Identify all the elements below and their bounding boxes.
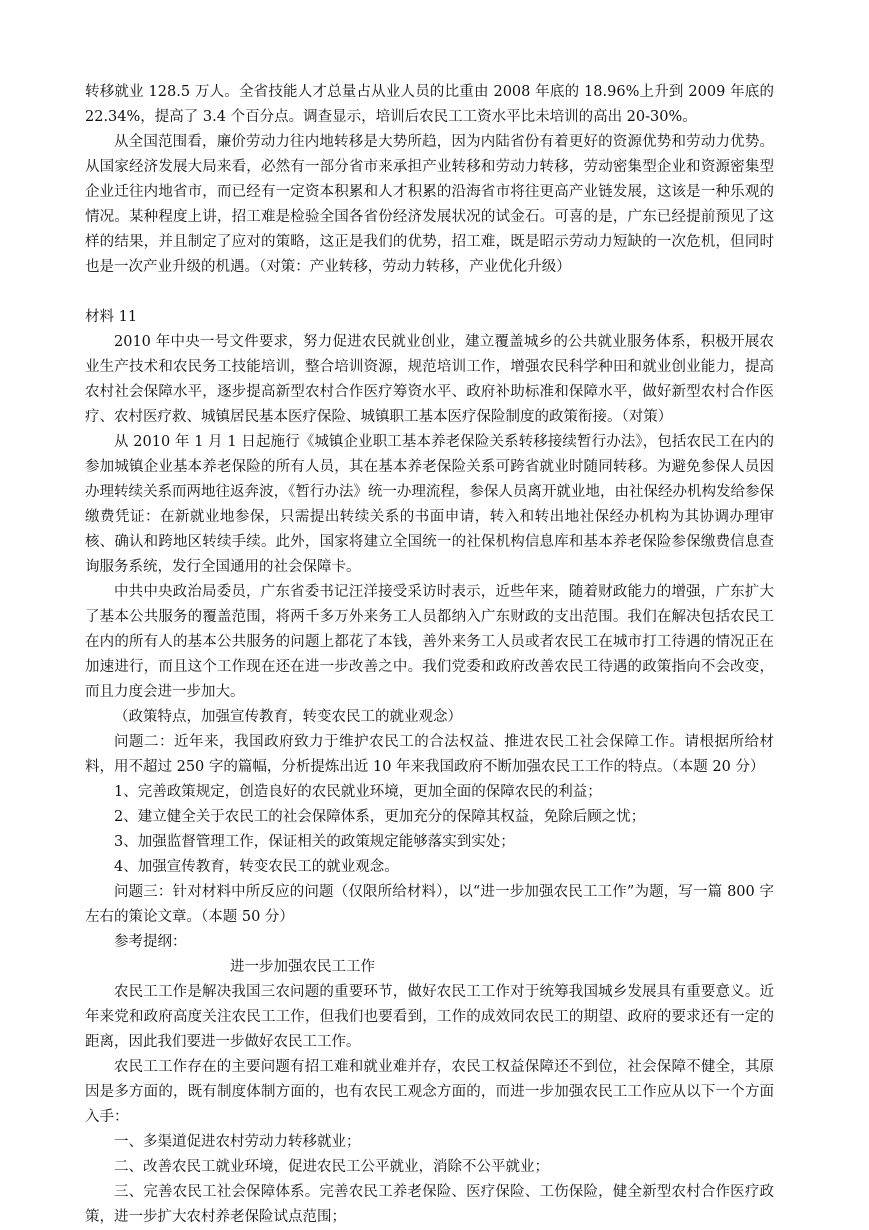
outline-point: 三、完善农民工社会保障体系。完善农民工养老保险、医疗保险、工伤保险，健全新型农村合作医疗政策，进一步扩大农村养老保险试点范围； [85, 1184, 774, 1225]
paragraph: 从 2010 年 1 月 1 日起施行《城镇企业职工基本养老保险关系转移接续暂行办法》，包括农民工在内的参加城镇企业基本养老保险的所有人员，其在基本养老保险关系可跨省就业时随同转移。为避免参保人员因办理转续关系而两地往返奔波，《暂行办法》统一办理流程，参保人员离开就业地，由社保经办机构发给参保缴费凭证：在新就业地参保，只需提出转续关系的书面申请，转入和转出地社保经办机构为其协调办理审核、确认和跨地区转续手续。此外，国家将建立全国统一的社保机构信息库和基本养老保险参保缴费信息查询服务系统，发行全国通用的社会保障卡。 [85, 434, 774, 575]
blank-line [85, 280, 774, 305]
paragraph: 中共中央政治局委员，广东省委书记汪洋接受采访时表示，近些年来，随着财政能力的增强，广东扩大了基本公共服务的覆盖范围，将两千多万外来务工人员都纳入广东财政的支出范围。我们在解决包括农民工在内的所有人的基本公共服务的问题上都花了本钱，善外来务工人员或者农民工在城市打工待遇的情况正在加速进行，而且这个工作现在还在进一步改善之中。我们党委和政府改善农民工待遇的政策指向不会改变，而且力度会进一步加大。 [85, 584, 774, 700]
paragraph: 从全国范围看，廉价劳动力往内地转移是大势所趋，因为内陆省份有着更好的资源优势和劳动力优势。从国家经济发展大局来看，必然有一部分省市来承担产业转移和劳动力转移，劳动密集型企业和资源密集型企业迁往内地省市，而已经有一定资本积累和人才积累的沿海省市将往更高产业链发展，这该是一种乐观的情况。某种程度上讲，招工难是检验全国各省份经济发展状况的试金石。可喜的是，广东已经提前预见了这样的结果，并且制定了应对的策略，这正是我们的优势，招工难，既是昭示劳动力短缺的一次危机，但同时也是一次产业升级的机遇。（对策：产业转移，劳动力转移，产业优化升级） [85, 134, 774, 275]
answer-point: 3、加强监督管理工作，保证相关的政策规定能够落实到实处； [114, 834, 515, 850]
paragraph: 农民工工作存在的主要问题有招工难和就业难并存，农民工权益保障还不到位，社会保障不健全，其原因是多方面的，既有制度体制方面的，也有农民工观念方面的，而进一步加强农民工工作应从以下一个方面入手： [85, 1059, 774, 1125]
question-two: 问题二：近年来，我国政府致力于维护农民工的合法权益、推进农民工社会保障工作。请根据所给材料，用不超过 250 字的篇幅，分析提炼出近 10 年来我国政府不断加强农民工工作的特点。（本题 20 分） [85, 734, 774, 775]
paragraph: （政策特点，加强宣传教育，转变农民工的就业观念） [114, 709, 462, 725]
outline-label: 参考提纲： [114, 934, 187, 950]
paragraph: 农民工工作是解决我国三农问题的重要环节，做好农民工工作对于统筹我国城乡发展具有重要意义。近年来党和政府高度关注农民工工作，但我们也要看到，工作的成效同农民工的期望、政府的要求还有一定的距离，因此我们要进一步做好农民工工作。 [85, 984, 774, 1050]
paragraph: 转移就业 128.5 万人。全省技能人才总量占从业人员的比重由 2008 年底的 18.96%上升到 2009 年底的 22.34%，提高了 3.4 个百分点。调查显示，培训后农民工工资水平比未培训的高出 20-30%。 [85, 84, 774, 125]
outline-point: 一、多渠道促进农村劳动力转移就业； [114, 1134, 361, 1150]
outline-point: 二、改善农民工就业环境，促进农民工公平就业，消除不公平就业； [114, 1159, 549, 1175]
answer-point: 2、建立健全关于农民工的社会保障体系，更加充分的保障其权益，免除后顾之忧； [114, 809, 646, 825]
answer-point: 4、加强宣传教育，转变农民工的就业观念。 [114, 859, 399, 875]
answer-point: 1、完善政策规定，创造良好的农民就业环境，更加全面的保障农民的利益； [114, 784, 602, 800]
question-three: 问题三：针对材料中所反应的问题（仅限所给材料），以“进一步加强农民工工作”为题，写一篇 800 字左右的策论文章。（本题 50 分） [85, 884, 774, 925]
material-heading: 材料 11 [85, 309, 138, 325]
paragraph: 2010 年中央一号文件要求，努力促进农民就业创业，建立覆盖城乡的公共就业服务体系，积极开展农业生产技术和农民务工技能培训，整合培训资源，规范培训工作，增强农民科学种田和就业创业能力，提高农村社会保障水平，逐步提高新型农村合作医疗筹资水平、政府补助标准和保障水平，做好新型农村合作医疗、农村医疗救、城镇居民基本医疗保险、城镇职工基本医疗保险制度的政策衔接。（对策） [85, 334, 774, 425]
essay-title: 进一步加强农民工工作 [230, 959, 375, 975]
